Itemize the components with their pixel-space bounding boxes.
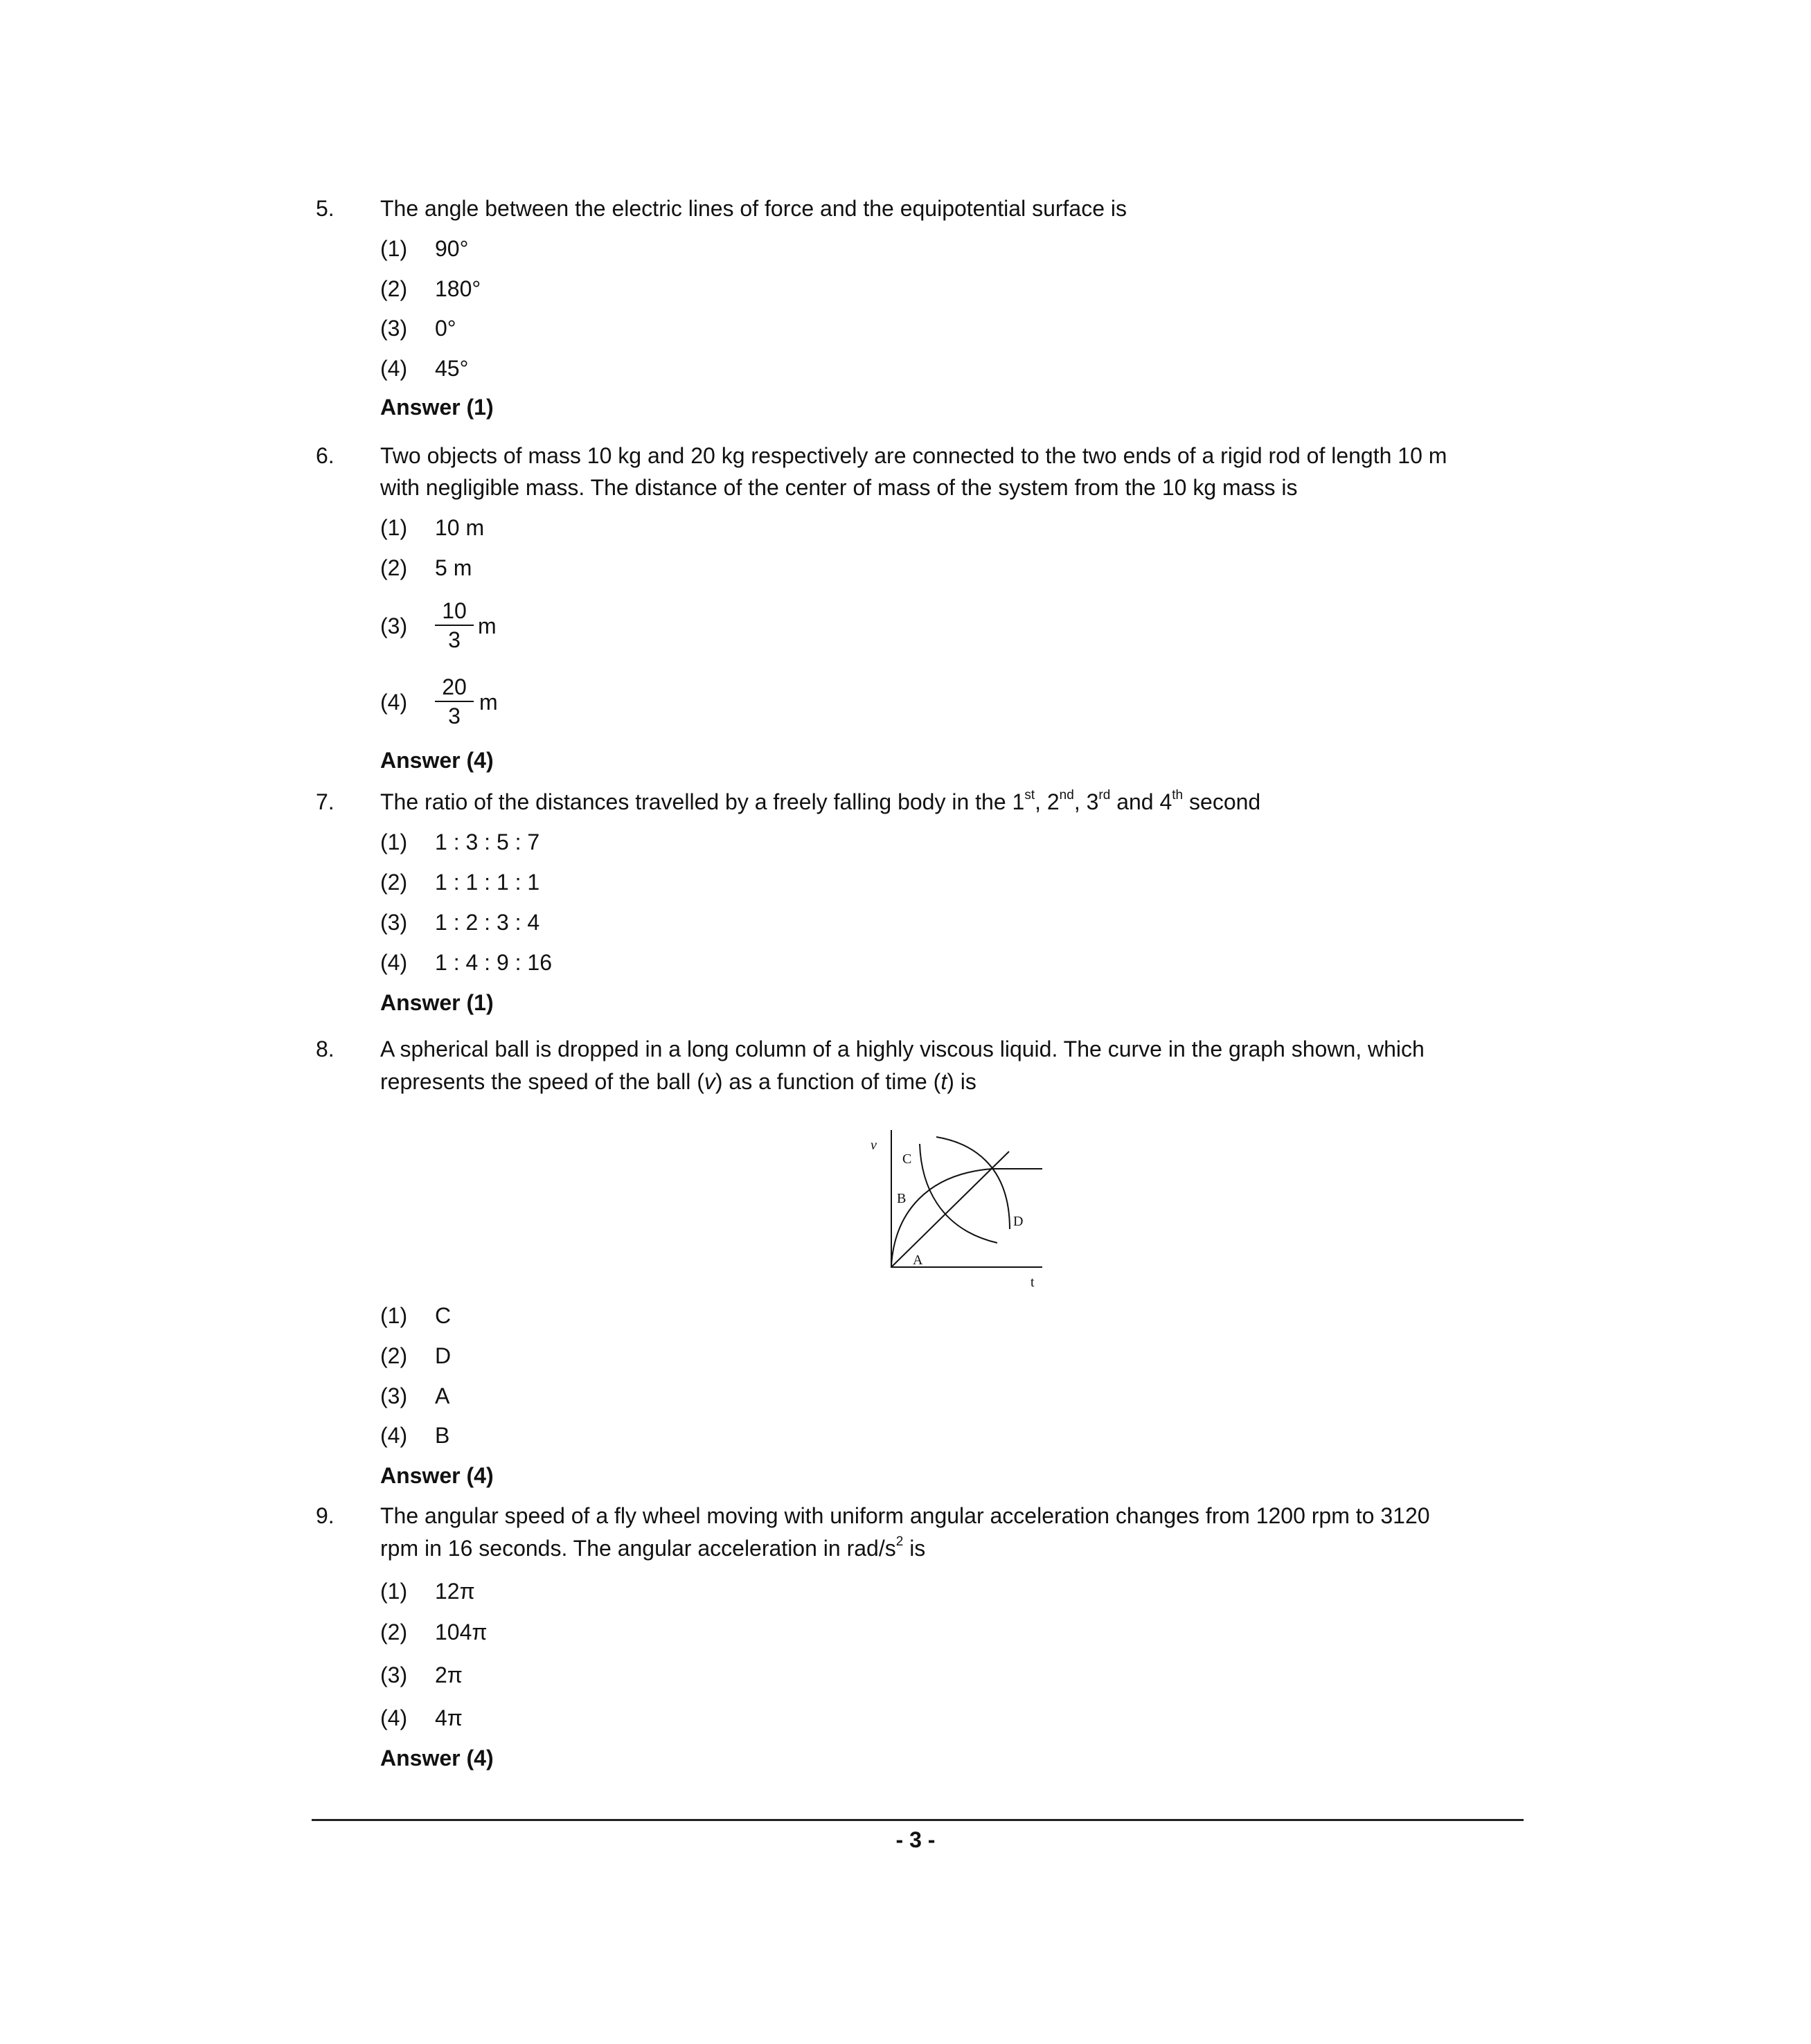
option-value: 1 : 2 : 3 : 4 [435,910,540,935]
x-axis-label: t [1031,1275,1035,1290]
numerator: 20 [435,673,474,702]
label-a: A [913,1253,923,1268]
option-label: (3) [380,316,408,341]
option-label: (1) [380,830,408,854]
question-number: 7. [316,789,334,814]
denominator: 3 [448,703,461,728]
page-number: - 3 - [895,1827,936,1852]
answer: Answer (4) [380,1746,494,1770]
answer: Answer (4) [380,748,494,773]
question-text: A spherical ball is dropped in a long column of a highly viscous liquid. The curve in the graph shown, which [380,1037,1425,1061]
question-text: The angular speed of a fly wheel moving with uniform angular acceleration changes from 1200 rpm to 3120 [380,1503,1430,1528]
question-number: 5. [316,196,334,221]
question-text: The ratio of the distances travelled by a freely falling body in the 1st, 2nd, 3rd and 4th second [380,788,1261,814]
option-value: 1 : 3 : 5 : 7 [435,830,540,854]
option-label: (1) [380,1579,408,1604]
question-text: rpm in 16 seconds. The angular acceleration in rad/$s^2$ is [380,1534,926,1561]
denominator: 3 [448,627,461,652]
option-value: 1 : 1 : 1 : 1 [435,870,540,895]
option-value: A [435,1383,450,1408]
option-value: C [435,1303,452,1328]
option-value: 104π [435,1620,488,1644]
option-value: 10 m [435,515,485,540]
option-label: (1) [380,236,408,261]
question-number: 8. [316,1037,334,1061]
numerator: 10 [435,597,474,626]
option-value: 1 : 4 : 9 : 16 [435,950,552,975]
option-label: (3) [380,1383,408,1408]
option-value: 45° [435,356,469,381]
unit: m [479,690,498,715]
question-text: represents the speed of the ball (v) as a function of time (t) is [380,1069,976,1094]
option-label: (2) [380,1343,408,1368]
velocity-time-graph [852,1108,1060,1295]
option-value: 4π [435,1705,463,1730]
option-value: 12π [435,1579,475,1604]
footer-divider [312,1819,1524,1821]
option-label: (2) [380,870,408,895]
option-label: (4) [380,950,408,975]
answer: Answer (1) [380,990,494,1015]
option-value: 0° [435,316,456,341]
option-label: (2) [380,276,408,301]
answer: Answer (1) [380,395,494,420]
unit: m [478,613,497,638]
question-text: Two objects of mass 10 kg and 20 kg respectively are connected to the two ends of a rigid rod of length 10 m [380,443,1447,468]
fraction [435,673,474,730]
option-value: B [435,1423,450,1448]
label-d: D [1013,1214,1024,1229]
option-value: 2π [435,1662,463,1687]
option-label: (4) [380,690,408,715]
option-label: (4) [380,1705,408,1730]
answer: Answer (4) [380,1463,494,1488]
option-label: (3) [380,613,408,638]
question-number: 6. [316,443,334,468]
option-label: (4) [380,1423,408,1448]
option-value: 5 m [435,555,472,580]
question-text: The angle between the electric lines of force and the equipotential surface is [380,196,1127,221]
y-axis-label: v [871,1138,877,1153]
option-label: (3) [380,910,408,935]
question-text: with negligible mass. The distance of the center of mass of the system from the 10 kg mass is [380,475,1298,500]
axes [891,1130,1042,1267]
label-b: B [897,1191,907,1206]
option-label: (2) [380,555,408,580]
option-label: (2) [380,1620,408,1644]
option-value: 90° [435,236,469,261]
option-label: (1) [380,515,408,540]
option-label: (1) [380,1303,408,1328]
option-value: 180° [435,276,481,301]
option-label: (4) [380,356,408,381]
question-number: 9. [316,1503,334,1528]
label-c: C [902,1151,912,1167]
option-label: (3) [380,1662,408,1687]
option-value: D [435,1343,452,1368]
fraction [435,597,474,654]
